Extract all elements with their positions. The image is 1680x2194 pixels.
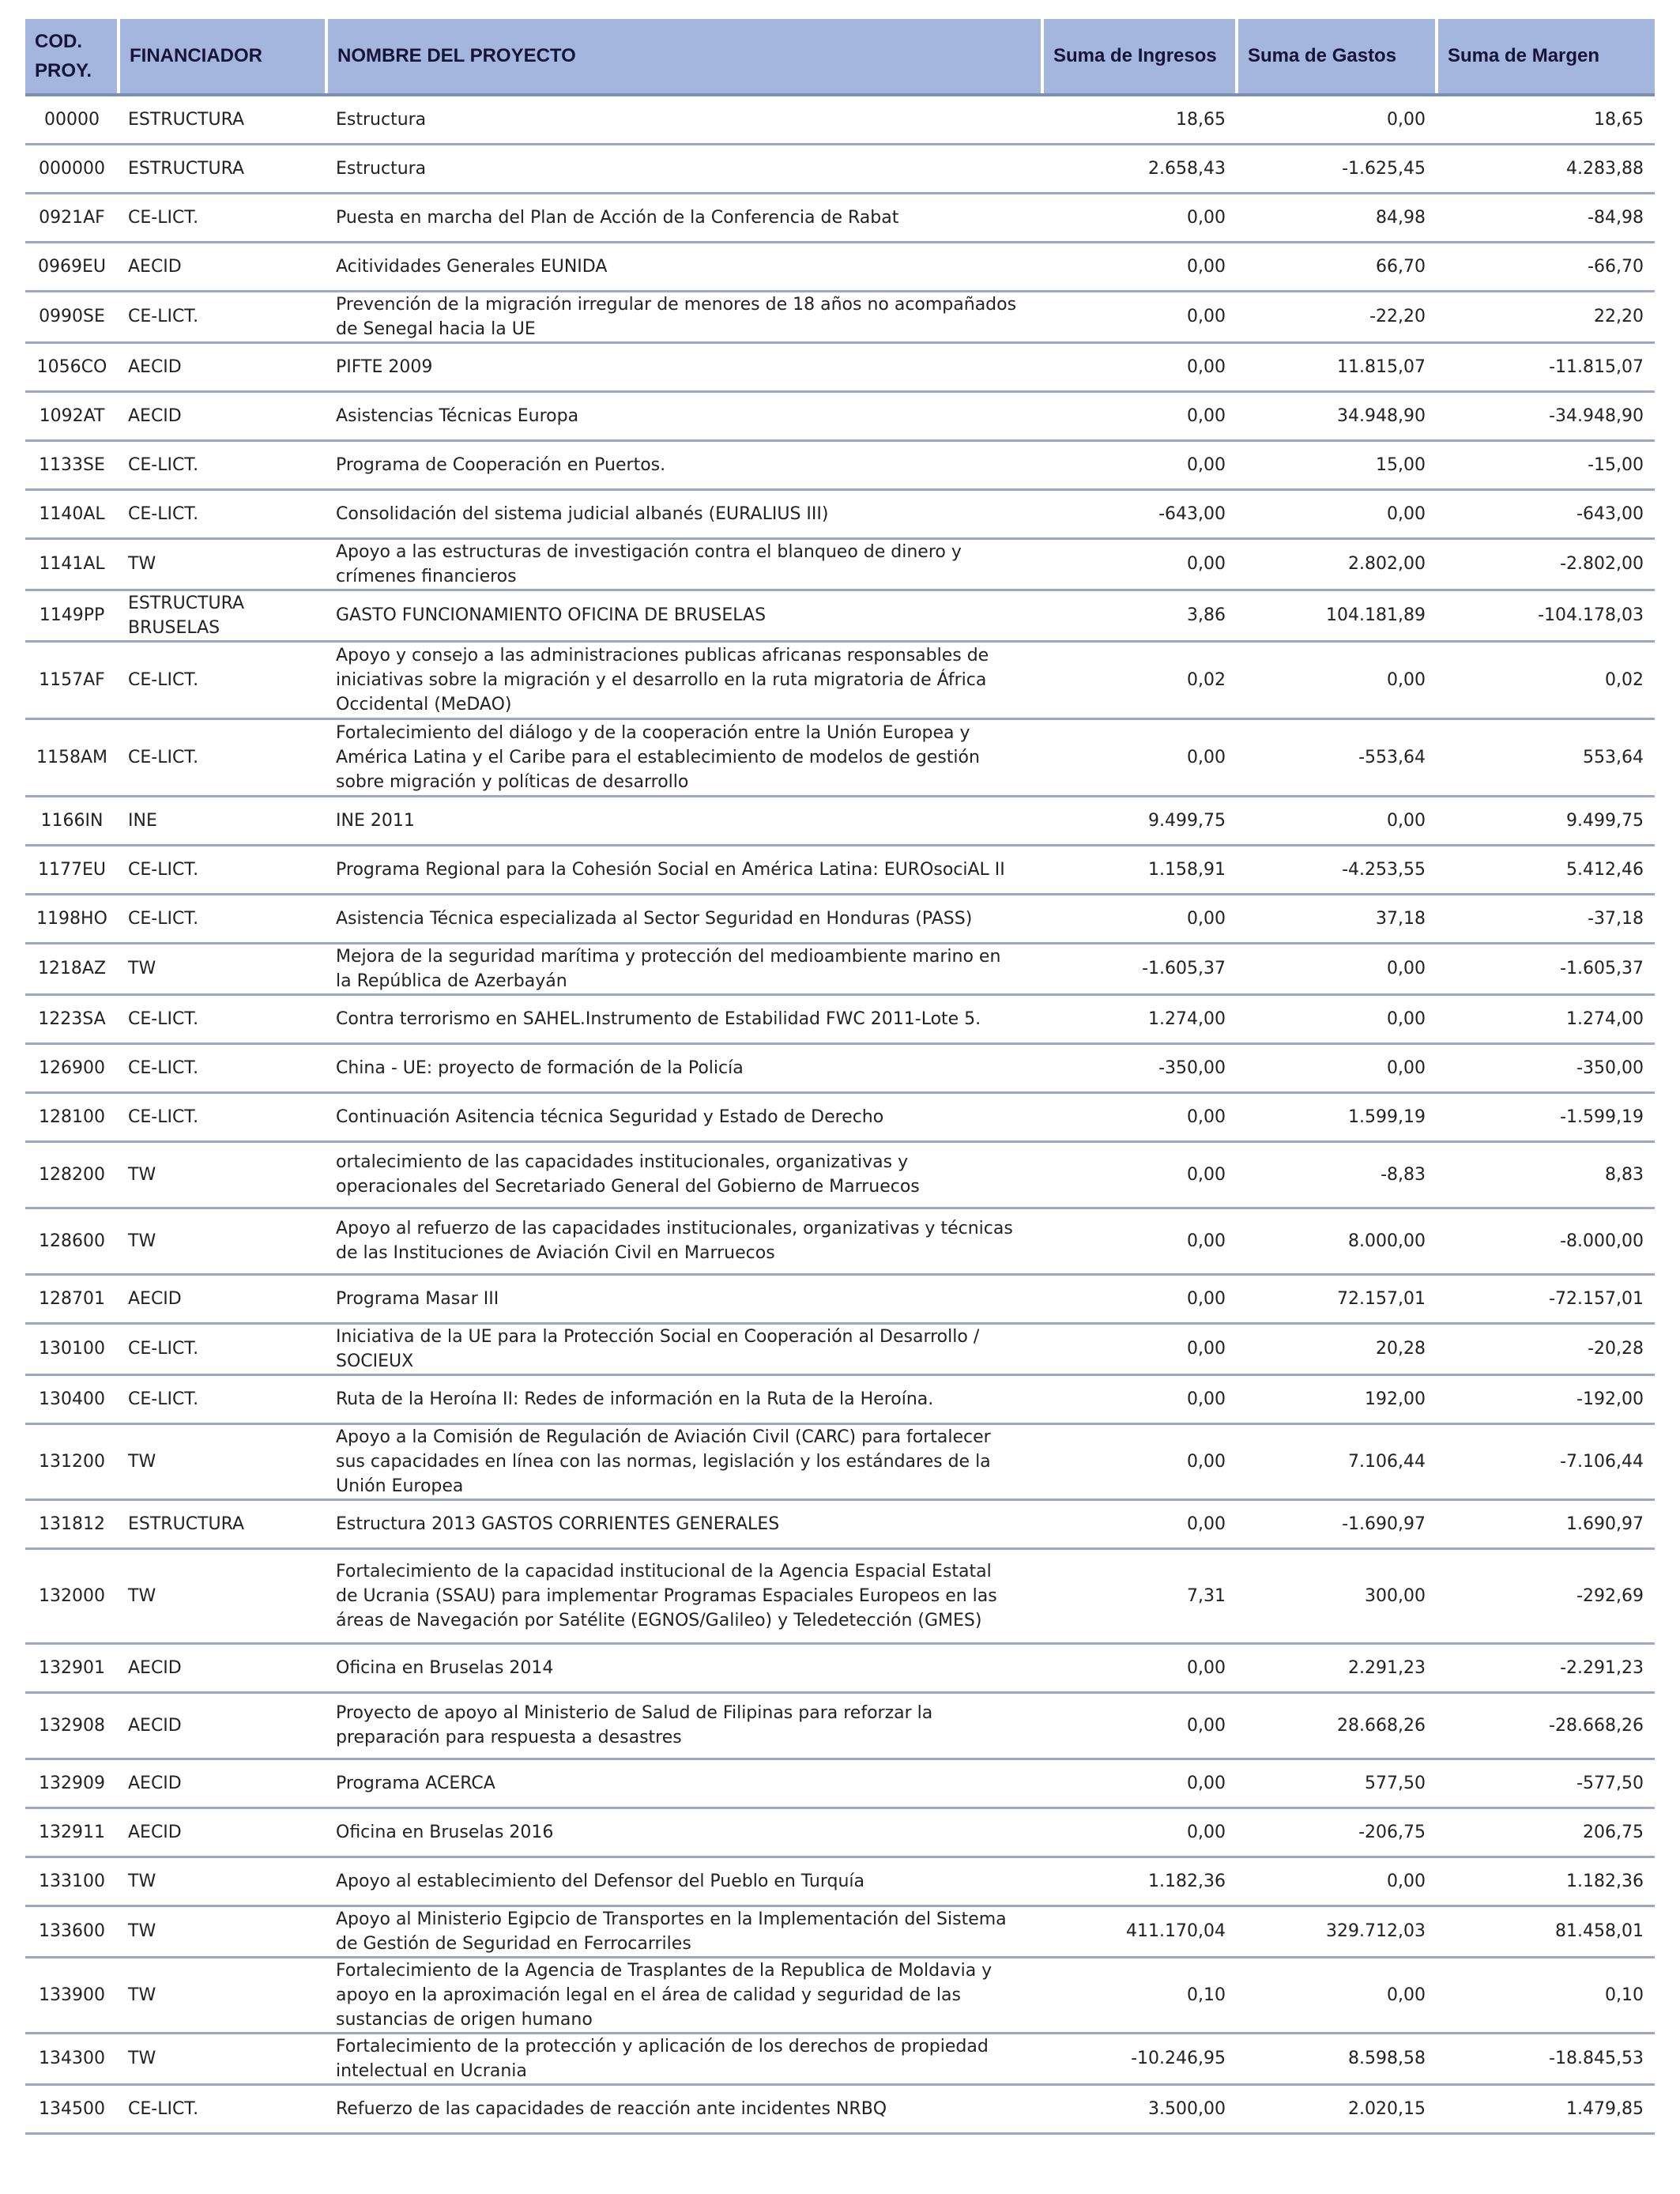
cell-funder: CE-LICT. <box>119 1092 326 1141</box>
cell-income: 0,00 <box>1042 1374 1237 1423</box>
header-project-name: NOMBRE DEL PROYECTO <box>326 19 1042 95</box>
cell-margin: 4.283,88 <box>1437 144 1655 193</box>
cell-code: 1056CO <box>25 342 119 391</box>
cell-margin: -8.000,00 <box>1437 1208 1655 1274</box>
cell-funder: ESTRUCTURA <box>119 95 326 144</box>
cell-margin: 206,75 <box>1437 1808 1655 1857</box>
cell-code: 132901 <box>25 1643 119 1692</box>
cell-funder: ESTRUCTURA BRUSELAS <box>119 590 326 641</box>
cell-margin: -2.291,23 <box>1437 1643 1655 1692</box>
cell-funder: ESTRUCTURA <box>119 144 326 193</box>
cell-project-name: Apoyo a las estructuras de investigación contra el blanqueo de dinero y crímenes financieros <box>326 538 1042 590</box>
cell-expense: 104.181,89 <box>1237 590 1437 641</box>
cell-project-name: Refuerzo de las capacidades de reacción ante incidentes NRBQ <box>326 2084 1042 2133</box>
table-row <box>25 1141 1655 1208</box>
cell-funder: AECID <box>119 242 326 291</box>
cell-code: 1166IN <box>25 796 119 845</box>
header-funder: FINANCIADOR <box>119 19 326 95</box>
table-row <box>25 291 1655 342</box>
cell-margin: 553,64 <box>1437 718 1655 796</box>
cell-project-name: Estructura 2013 GASTOS CORRIENTES GENERALES <box>326 1499 1042 1548</box>
cell-funder: AECID <box>119 342 326 391</box>
table-body <box>25 95 1655 2133</box>
cell-code: 128701 <box>25 1274 119 1323</box>
cell-margin: 81.458,01 <box>1437 1906 1655 1957</box>
cell-income: 0,00 <box>1042 1692 1237 1759</box>
cell-expense: 0,00 <box>1237 994 1437 1043</box>
cell-funder: CE-LICT. <box>119 193 326 242</box>
table-row <box>25 1808 1655 1857</box>
table-row <box>25 1092 1655 1141</box>
cell-funder: AECID <box>119 391 326 440</box>
header-row <box>25 19 1655 95</box>
header-income: Suma de Ingresos <box>1042 19 1237 95</box>
cell-funder: INE <box>119 796 326 845</box>
cell-expense: -553,64 <box>1237 718 1437 796</box>
cell-funder: TW <box>119 1423 326 1499</box>
cell-funder: TW <box>119 943 326 994</box>
cell-code: 128100 <box>25 1092 119 1141</box>
cell-project-name: Contra terrorismo en SAHEL.Instrumento de Estabilidad FWC 2011-Lote 5. <box>326 994 1042 1043</box>
cell-project-name: Programa de Cooperación en Puertos. <box>326 440 1042 489</box>
cell-code: 131812 <box>25 1499 119 1548</box>
cell-funder: CE-LICT. <box>119 440 326 489</box>
cell-code: 1218AZ <box>25 943 119 994</box>
cell-funder: TW <box>119 1957 326 2033</box>
cell-margin: 1.479,85 <box>1437 2084 1655 2133</box>
cell-margin: 1.182,36 <box>1437 1857 1655 1906</box>
cell-expense: 37,18 <box>1237 894 1437 943</box>
table-row <box>25 1423 1655 1499</box>
cell-expense: 0,00 <box>1237 641 1437 718</box>
cell-margin: -34.948,90 <box>1437 391 1655 440</box>
table-row <box>25 1857 1655 1906</box>
table-row <box>25 489 1655 538</box>
table-row <box>25 590 1655 641</box>
cell-margin: -18.845,53 <box>1437 2033 1655 2084</box>
cell-code: 130400 <box>25 1374 119 1423</box>
cell-project-name: Ruta de la Heroína II: Redes de información en la Ruta de la Heroína. <box>326 1374 1042 1423</box>
cell-margin: -292,69 <box>1437 1548 1655 1643</box>
cell-funder: AECID <box>119 1643 326 1692</box>
cell-income: 2.658,43 <box>1042 144 1237 193</box>
cell-code: 1157AF <box>25 641 119 718</box>
cell-code: 132911 <box>25 1808 119 1857</box>
cell-expense: 72.157,01 <box>1237 1274 1437 1323</box>
cell-project-name: Estructura <box>326 95 1042 144</box>
cell-code: 133100 <box>25 1857 119 1906</box>
cell-funder: CE-LICT. <box>119 1374 326 1423</box>
cell-expense: 0,00 <box>1237 95 1437 144</box>
cell-income: 3,86 <box>1042 590 1237 641</box>
cell-funder: CE-LICT. <box>119 291 326 342</box>
header-expense: Suma de Gastos <box>1237 19 1437 95</box>
cell-project-name: Consolidación del sistema judicial albanés (EURALIUS III) <box>326 489 1042 538</box>
cell-margin: -84,98 <box>1437 193 1655 242</box>
cell-income: 0,00 <box>1042 1208 1237 1274</box>
table-row <box>25 943 1655 994</box>
cell-funder: CE-LICT. <box>119 845 326 894</box>
cell-margin: -7.106,44 <box>1437 1423 1655 1499</box>
cell-project-name: Acitividades Generales EUNIDA <box>326 242 1042 291</box>
table-row <box>25 1499 1655 1548</box>
cell-income: 0,00 <box>1042 193 1237 242</box>
cell-funder: CE-LICT. <box>119 994 326 1043</box>
table-row <box>25 2033 1655 2084</box>
cell-code: 126900 <box>25 1043 119 1092</box>
table-row <box>25 641 1655 718</box>
cell-expense: 84,98 <box>1237 193 1437 242</box>
cell-project-name: Prevención de la migración irregular de menores de 18 años no acompañados de Senegal hacia la UE <box>326 291 1042 342</box>
cell-income: 0,00 <box>1042 1808 1237 1857</box>
cell-expense: 28.668,26 <box>1237 1692 1437 1759</box>
table-row <box>25 1323 1655 1374</box>
cell-income: 0,00 <box>1042 291 1237 342</box>
cell-income: 0,00 <box>1042 440 1237 489</box>
cell-income: 18,65 <box>1042 95 1237 144</box>
cell-expense: 34.948,90 <box>1237 391 1437 440</box>
table-row <box>25 1759 1655 1808</box>
table-row <box>25 1548 1655 1643</box>
cell-funder: TW <box>119 1141 326 1208</box>
table-row <box>25 391 1655 440</box>
cell-funder: CE-LICT. <box>119 718 326 796</box>
cell-project-name: Apoyo al Ministerio Egipcio de Transportes en la Implementación del Sistema de Gestión de Seguridad en Ferrocarriles <box>326 1906 1042 1957</box>
cell-code: 00000 <box>25 95 119 144</box>
cell-income: -1.605,37 <box>1042 943 1237 994</box>
cell-funder: AECID <box>119 1759 326 1808</box>
cell-code: 132000 <box>25 1548 119 1643</box>
cell-income: 0,00 <box>1042 1759 1237 1808</box>
cell-funder: TW <box>119 1548 326 1643</box>
cell-margin: -20,28 <box>1437 1323 1655 1374</box>
cell-margin: -192,00 <box>1437 1374 1655 1423</box>
cell-income: 0,00 <box>1042 718 1237 796</box>
cell-income: 0,00 <box>1042 538 1237 590</box>
cell-income: 0,00 <box>1042 1092 1237 1141</box>
cell-funder: AECID <box>119 1274 326 1323</box>
cell-income: -643,00 <box>1042 489 1237 538</box>
cell-funder: CE-LICT. <box>119 1323 326 1374</box>
cell-income: 1.158,91 <box>1042 845 1237 894</box>
cell-code: 1133SE <box>25 440 119 489</box>
table-row <box>25 1692 1655 1759</box>
cell-funder: TW <box>119 538 326 590</box>
cell-code: 0969EU <box>25 242 119 291</box>
cell-code: 134300 <box>25 2033 119 2084</box>
project-table <box>25 19 1655 2135</box>
cell-project-name: Proyecto de apoyo al Ministerio de Salud de Filipinas para reforzar la preparación para respuesta a desastres <box>326 1692 1042 1759</box>
cell-code: 000000 <box>25 144 119 193</box>
cell-margin: -1.599,19 <box>1437 1092 1655 1141</box>
cell-code: 0990SE <box>25 291 119 342</box>
table-row <box>25 796 1655 845</box>
cell-income: 0,00 <box>1042 1141 1237 1208</box>
cell-margin: 8,83 <box>1437 1141 1655 1208</box>
cell-code: 134500 <box>25 2084 119 2133</box>
cell-expense: 329.712,03 <box>1237 1906 1437 1957</box>
cell-income: -10.246,95 <box>1042 2033 1237 2084</box>
table-row <box>25 1374 1655 1423</box>
cell-income: 7,31 <box>1042 1548 1237 1643</box>
cell-income: 9.499,75 <box>1042 796 1237 845</box>
cell-project-name: Oficina en Bruselas 2016 <box>326 1808 1042 1857</box>
cell-code: 132909 <box>25 1759 119 1808</box>
table-row <box>25 994 1655 1043</box>
cell-expense: -1.690,97 <box>1237 1499 1437 1548</box>
table-row <box>25 845 1655 894</box>
cell-funder: CE-LICT. <box>119 641 326 718</box>
table-row <box>25 718 1655 796</box>
cell-expense: -4.253,55 <box>1237 845 1437 894</box>
cell-margin: -643,00 <box>1437 489 1655 538</box>
report-container <box>25 19 1655 2135</box>
cell-income: -350,00 <box>1042 1043 1237 1092</box>
cell-project-name: Mejora de la seguridad marítima y protección del medioambiente marino en la República de Azerbayán <box>326 943 1042 994</box>
table-row <box>25 440 1655 489</box>
cell-project-name: China - UE: proyecto de formación de la Policía <box>326 1043 1042 1092</box>
cell-income: 411.170,04 <box>1042 1906 1237 1957</box>
cell-margin: -15,00 <box>1437 440 1655 489</box>
header-code: COD. PROY. <box>25 19 119 95</box>
cell-margin: -37,18 <box>1437 894 1655 943</box>
cell-margin: -104.178,03 <box>1437 590 1655 641</box>
cell-project-name: ortalecimiento de las capacidades institucionales, organizativas y operacionales del Secretariado General del Gobierno de Marruecos <box>326 1141 1042 1208</box>
cell-code: 1158AM <box>25 718 119 796</box>
cell-expense: 0,00 <box>1237 1957 1437 2033</box>
cell-expense: 66,70 <box>1237 242 1437 291</box>
cell-project-name: Apoyo a la Comisión de Regulación de Aviación Civil (CARC) para fortalecer sus capacidades en línea con las normas, legislación y los estándares de la Unión Europea <box>326 1423 1042 1499</box>
cell-funder: TW <box>119 1857 326 1906</box>
cell-margin: 1.274,00 <box>1437 994 1655 1043</box>
table-row <box>25 1957 1655 2033</box>
cell-expense: 577,50 <box>1237 1759 1437 1808</box>
cell-code: 128200 <box>25 1141 119 1208</box>
cell-income: 1.182,36 <box>1042 1857 1237 1906</box>
cell-project-name: PIFTE 2009 <box>326 342 1042 391</box>
cell-expense: 2.802,00 <box>1237 538 1437 590</box>
cell-code: 0921AF <box>25 193 119 242</box>
cell-margin: 22,20 <box>1437 291 1655 342</box>
cell-income: 0,00 <box>1042 1274 1237 1323</box>
table-row <box>25 242 1655 291</box>
cell-margin: -11.815,07 <box>1437 342 1655 391</box>
cell-expense: 0,00 <box>1237 489 1437 538</box>
cell-funder: AECID <box>119 1692 326 1759</box>
cell-project-name: Apoyo al refuerzo de las capacidades institucionales, organizativas y técnicas de las Instituciones de Aviación Civil en Marruecos <box>326 1208 1042 1274</box>
cell-expense: 20,28 <box>1237 1323 1437 1374</box>
table-row <box>25 95 1655 144</box>
cell-code: 1223SA <box>25 994 119 1043</box>
cell-margin: 0,02 <box>1437 641 1655 718</box>
cell-expense: 0,00 <box>1237 796 1437 845</box>
cell-funder: TW <box>119 1208 326 1274</box>
cell-expense: -1.625,45 <box>1237 144 1437 193</box>
cell-expense: -206,75 <box>1237 1808 1437 1857</box>
cell-project-name: Puesta en marcha del Plan de Acción de la Conferencia de Rabat <box>326 193 1042 242</box>
cell-project-name: Continuación Asitencia técnica Seguridad y Estado de Derecho <box>326 1092 1042 1141</box>
cell-funder: CE-LICT. <box>119 2084 326 2133</box>
cell-income: 1.274,00 <box>1042 994 1237 1043</box>
cell-income: 0,00 <box>1042 1423 1237 1499</box>
cell-expense: 0,00 <box>1237 1043 1437 1092</box>
cell-income: 0,00 <box>1042 1643 1237 1692</box>
cell-income: 0,02 <box>1042 641 1237 718</box>
cell-code: 131200 <box>25 1423 119 1499</box>
cell-expense: 2.020,15 <box>1237 2084 1437 2133</box>
cell-margin: 1.690,97 <box>1437 1499 1655 1548</box>
cell-funder: CE-LICT. <box>119 1043 326 1092</box>
table-row <box>25 342 1655 391</box>
cell-margin: -1.605,37 <box>1437 943 1655 994</box>
table-row <box>25 1906 1655 1957</box>
cell-expense: 8.598,58 <box>1237 2033 1437 2084</box>
cell-funder: ESTRUCTURA <box>119 1499 326 1548</box>
cell-project-name: Iniciativa de la UE para la Protección Social en Cooperación al Desarrollo / SOCIEUX <box>326 1323 1042 1374</box>
cell-expense: 1.599,19 <box>1237 1092 1437 1141</box>
cell-income: 0,10 <box>1042 1957 1237 2033</box>
cell-expense: 8.000,00 <box>1237 1208 1437 1274</box>
cell-expense: 15,00 <box>1237 440 1437 489</box>
cell-expense: -22,20 <box>1237 291 1437 342</box>
cell-code: 1140AL <box>25 489 119 538</box>
cell-project-name: INE 2011 <box>326 796 1042 845</box>
cell-project-name: GASTO FUNCIONAMIENTO OFICINA DE BRUSELAS <box>326 590 1042 641</box>
cell-expense: 192,00 <box>1237 1374 1437 1423</box>
cell-expense: -8,83 <box>1237 1141 1437 1208</box>
cell-code: 133600 <box>25 1906 119 1957</box>
cell-project-name: Apoyo y consejo a las administraciones publicas africanas responsables de iniciativas sobre la migración y el desarrollo en la ruta migratoria de África Occidental (MeDAO) <box>326 641 1042 718</box>
cell-funder: TW <box>119 2033 326 2084</box>
cell-code: 1149PP <box>25 590 119 641</box>
cell-income: 0,00 <box>1042 1499 1237 1548</box>
cell-margin: 5.412,46 <box>1437 845 1655 894</box>
cell-project-name: Fortalecimiento de la capacidad institucional de la Agencia Espacial Estatal de Ucrania (SSAU) para implementar Programas Espaciales Europeos en las áreas de Navegación por Satélite (EGNOS/Galileo) y Teledetección (GMES) <box>326 1548 1042 1643</box>
cell-project-name: Fortalecimiento de la Agencia de Trasplantes de la Republica de Moldavia y apoyo en la aproximación legal en el área de calidad y seguridad de las sustancias de origen humano <box>326 1957 1042 2033</box>
header-margin: Suma de Margen <box>1437 19 1655 95</box>
cell-code: 1092AT <box>25 391 119 440</box>
cell-code: 128600 <box>25 1208 119 1274</box>
cell-margin: -28.668,26 <box>1437 1692 1655 1759</box>
cell-income: 0,00 <box>1042 1323 1237 1374</box>
cell-expense: 11.815,07 <box>1237 342 1437 391</box>
cell-margin: 9.499,75 <box>1437 796 1655 845</box>
cell-income: 3.500,00 <box>1042 2084 1237 2133</box>
cell-expense: 0,00 <box>1237 1857 1437 1906</box>
cell-margin: -577,50 <box>1437 1759 1655 1808</box>
cell-project-name: Asistencias Técnicas Europa <box>326 391 1042 440</box>
cell-margin: -2.802,00 <box>1437 538 1655 590</box>
table-row <box>25 193 1655 242</box>
cell-expense: 7.106,44 <box>1237 1423 1437 1499</box>
cell-project-name: Fortalecimiento de la protección y aplicación de los derechos de propiedad intelectual en Ucrania <box>326 2033 1042 2084</box>
cell-funder: AECID <box>119 1808 326 1857</box>
cell-project-name: Apoyo al establecimiento del Defensor del Pueblo en Turquía <box>326 1857 1042 1906</box>
table-row <box>25 1208 1655 1274</box>
table-row <box>25 1043 1655 1092</box>
table-row <box>25 1274 1655 1323</box>
cell-income: 0,00 <box>1042 242 1237 291</box>
cell-expense: 0,00 <box>1237 943 1437 994</box>
cell-funder: CE-LICT. <box>119 489 326 538</box>
cell-code: 1198HO <box>25 894 119 943</box>
cell-project-name: Programa ACERCA <box>326 1759 1042 1808</box>
cell-project-name: Programa Masar III <box>326 1274 1042 1323</box>
cell-income: 0,00 <box>1042 342 1237 391</box>
cell-income: 0,00 <box>1042 894 1237 943</box>
cell-margin: -66,70 <box>1437 242 1655 291</box>
table-row <box>25 1643 1655 1692</box>
cell-margin: 18,65 <box>1437 95 1655 144</box>
cell-code: 130100 <box>25 1323 119 1374</box>
cell-code: 1141AL <box>25 538 119 590</box>
cell-funder: TW <box>119 1906 326 1957</box>
cell-code: 1177EU <box>25 845 119 894</box>
cell-project-name: Programa Regional para la Cohesión Social en América Latina: EUROsociAL II <box>326 845 1042 894</box>
cell-income: 0,00 <box>1042 391 1237 440</box>
cell-expense: 300,00 <box>1237 1548 1437 1643</box>
cell-project-name: Fortalecimiento del diálogo y de la cooperación entre la Unión Europea y América Latina y el Caribe para el establecimiento de modelos de gestión sobre migración y políticas de desarrollo <box>326 718 1042 796</box>
table-row <box>25 2084 1655 2133</box>
cell-margin: 0,10 <box>1437 1957 1655 2033</box>
cell-code: 133900 <box>25 1957 119 2033</box>
cell-margin: -72.157,01 <box>1437 1274 1655 1323</box>
cell-code: 132908 <box>25 1692 119 1759</box>
cell-project-name: Oficina en Bruselas 2014 <box>326 1643 1042 1692</box>
cell-project-name: Estructura <box>326 144 1042 193</box>
table-row <box>25 538 1655 590</box>
cell-funder: CE-LICT. <box>119 894 326 943</box>
cell-expense: 2.291,23 <box>1237 1643 1437 1692</box>
cell-project-name: Asistencia Técnica especializada al Sector Seguridad en Honduras (PASS) <box>326 894 1042 943</box>
table-row <box>25 144 1655 193</box>
table-row <box>25 894 1655 943</box>
cell-margin: -350,00 <box>1437 1043 1655 1092</box>
